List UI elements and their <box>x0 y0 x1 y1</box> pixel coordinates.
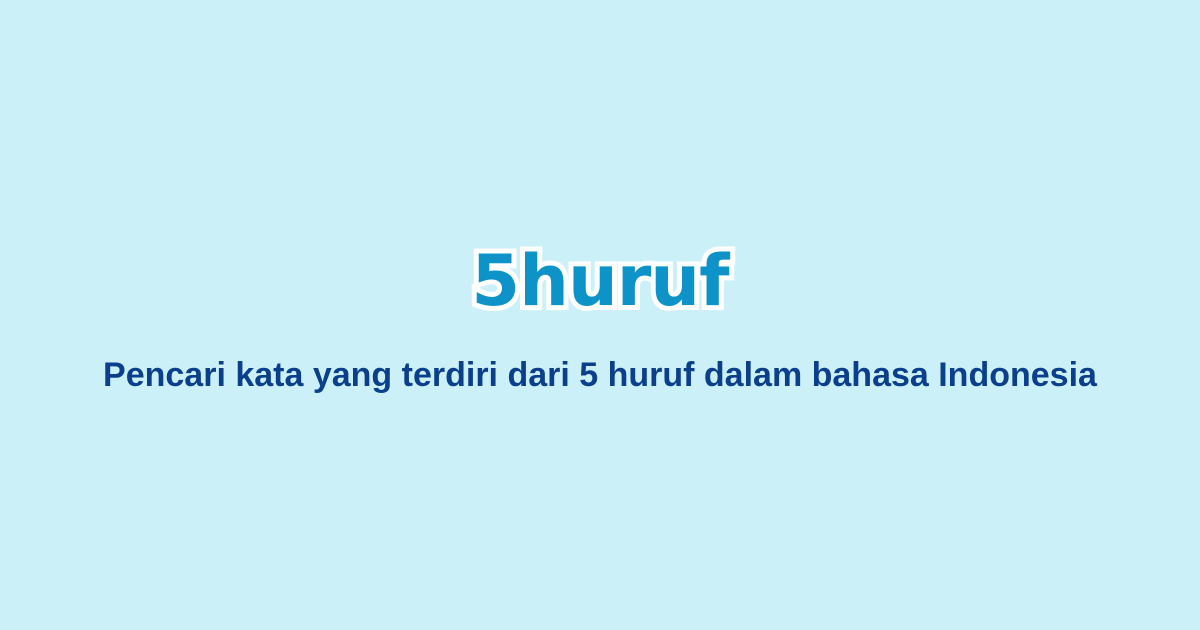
site-logo: 5huruf <box>471 240 729 322</box>
site-tagline: Pencari kata yang terdiri dari 5 huruf dalam bahasa Indonesia <box>103 356 1097 394</box>
